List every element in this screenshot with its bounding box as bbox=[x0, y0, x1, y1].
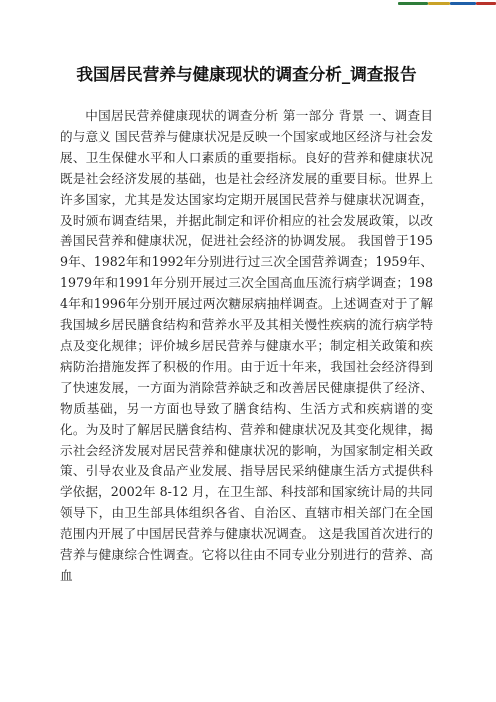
logo-bar bbox=[476, 2, 496, 5]
corner-logo bbox=[376, 0, 496, 18]
document-page bbox=[60, 60, 433, 587]
logo-bar bbox=[450, 2, 476, 5]
document-body: 中国居民营养健康现状的调查分析 第一部分 背景 一、调查目的与意义 国民营养与健康状况是反映一个国家或地区经济与社会发展、卫生保健水平和人口素质的重要指标。良好的营养和健康状况既是社会经济发展的基础，也是社会经济发展的重要目标。世界上许多国家，尤其是发达国家均定期开展国民营养与健康状况调查，及时颁布调查结果，并据此制定和评价相应的社会发展政策，以改善国民营养和健康状况，促进社会经济的协调发展。 我国曾于1959年、1982年和1992年分别进行过三次全国营养调查；1959年、1979年和1991年分别开展过三次全国高血压流行病学调查；1984年和1996年分别开展过两次糖尿病抽样调查。上述调查对于了解我国城乡居民膳食结构和营养水平及其相关慢性疾病的流行病学特点及变化规律；评价城乡居民营养与健康水平；制定相关政策和疾病防治措施发挥了积极的作用。由于近十年来，我国社会经济得到了快速发展，一方面为消除营养缺乏和改善居民健康提供了经济、物质基础，另一方面也导致了膳食结构、生活方式和疾病谱的变化。为及时了解居民膳食结构、营养和健康状况及其变化规律，揭示社会经济发展对居民营养和健康状况的影响，为国家制定相关政策、引导农业及食品产业发展、指导居民采纳健康生活方式提供科学依据，2002年 8-12 月，在卫生部、科技部和国家统计局的共同领导下，由卫生部具体组织各省、自治区、直辖市相关部门在全国范围内开展了中国居民营养与健康状况调查。 这是我国首次进行的营养与健康综合性调查。它将以往由不同专业分别进行的营养、高血 bbox=[60, 108, 433, 583]
logo-bar bbox=[428, 2, 450, 5]
document-title: 我国居民营养与健康现状的调查分析_调查报告 bbox=[76, 65, 417, 84]
logo-bar bbox=[398, 2, 428, 5]
